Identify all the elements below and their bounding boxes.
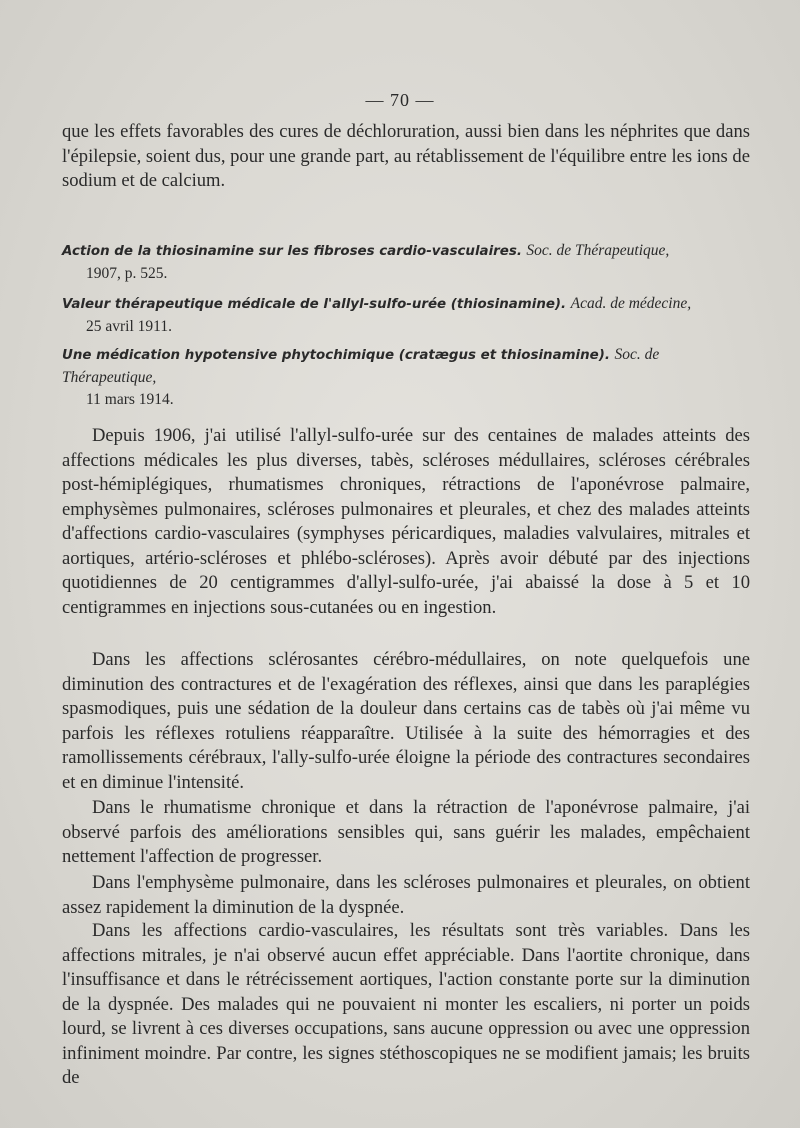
reference-title: Action de la thiosinamine sur les fibroses cardio-vasculaires.	[62, 244, 522, 259]
body-paragraph: Dans le rhumatisme chronique et dans la rétraction de l'aponévrose palmaire, j'ai observé parfois des améliorations sensibles qui, sans guérir les malades, empêchaient nettement l'affection de progresser.	[62, 797, 750, 867]
page-number: — 70 —	[365, 90, 435, 110]
body-paragraph: Depuis 1906, j'ai utilisé l'allyl-sulfo-urée sur des centaines de malades atteints des affections médicales les plus diverses, tabès, scléroses médullaires, scléroses cérébrales post-hémiplégiques, rhumatismes chroniques, rétractions de l'aponévrose palmaire, emphysèmes pulmonaires, scléroses pulmonaires et pleurales, et chez des malades atteints d'affections cardio-vasculaires (symphyses péricardiques, maladies valvulaires, mitrales et aortiques, artério-scléroses et phlébo-scléroses). Après avoir débuté par des injections quotidiennes de 20 centigrammes d'allyl-sulfo-urée, j'ai abaissé la dose à 5 et 10 centigrammes en injections sous-cutanées ou en ingestion.	[62, 425, 750, 618]
reference-item	[62, 293, 750, 338]
body-paragraph: Dans les affections cardio-vasculaires, les résultats sont très variables. Dans les affections mitrales, je n'ai observé aucun effet appréciable. Dans l'aortite chronique, dans l'insuffisance et dans le rétrécissement aortiques, l'action constante porte sur la diminution de la dyspnée. Des malades qui ne pouvaient ni monter les escaliers, ni porter un poids lourd, se livrent à ces diverses occupations, sans aucune oppression ou avec une oppression infiniment moindre. Par contre, les signes stéthoscopiques ne se modifient jamais; les bruits de	[62, 920, 750, 1088]
reference-date: 25 avril 1911.	[86, 318, 172, 335]
reference-journal: Soc. de Thérapeutique,	[526, 242, 670, 259]
reference-title: Valeur thérapeutique médicale de l'allyl-sulfo-urée (thiosinamine).	[62, 297, 567, 312]
reference-journal: Soc. de Thérapeutique,	[62, 346, 660, 386]
reference-date: 11 mars 1914.	[86, 391, 174, 408]
reference-item	[62, 344, 750, 411]
reference-journal: Acad. de médecine,	[570, 295, 692, 312]
intro-paragraph: que les effets favorables des cures de déchloruration, aussi bien dans les néphrites que dans l'épilepsie, soient dus, pour une grande part, au rétablissement de l'équilibre entre les ions de sodium et de calcium.	[62, 121, 750, 191]
reference-title: Une médication hypotensive phytochimique (cratægus et thiosinamine).	[62, 348, 610, 363]
body-paragraph: Dans l'emphysème pulmonaire, dans les scléroses pulmonaires et pleurales, on obtient assez rapidement la diminution de la dyspnée.	[62, 872, 750, 918]
reference-date: 1907, p. 525.	[86, 265, 168, 282]
body-paragraph: Dans les affections sclérosantes cérébro-médullaires, on note quelquefois une diminution des contractures et de l'exagération des réflexes, ainsi que dans les paraplégies spasmodiques, puis une sédation de la douleur dans certains cas de tabès où j'ai même vu parfois les réflexes rotuliens réapparaître. Utilisée à la suite des hémorragies et des ramollissements cérébraux, l'ally-sulfo-urée éloigne la période des contractures secondaires et en diminue l'intensité.	[62, 649, 750, 793]
reference-item	[62, 240, 750, 285]
